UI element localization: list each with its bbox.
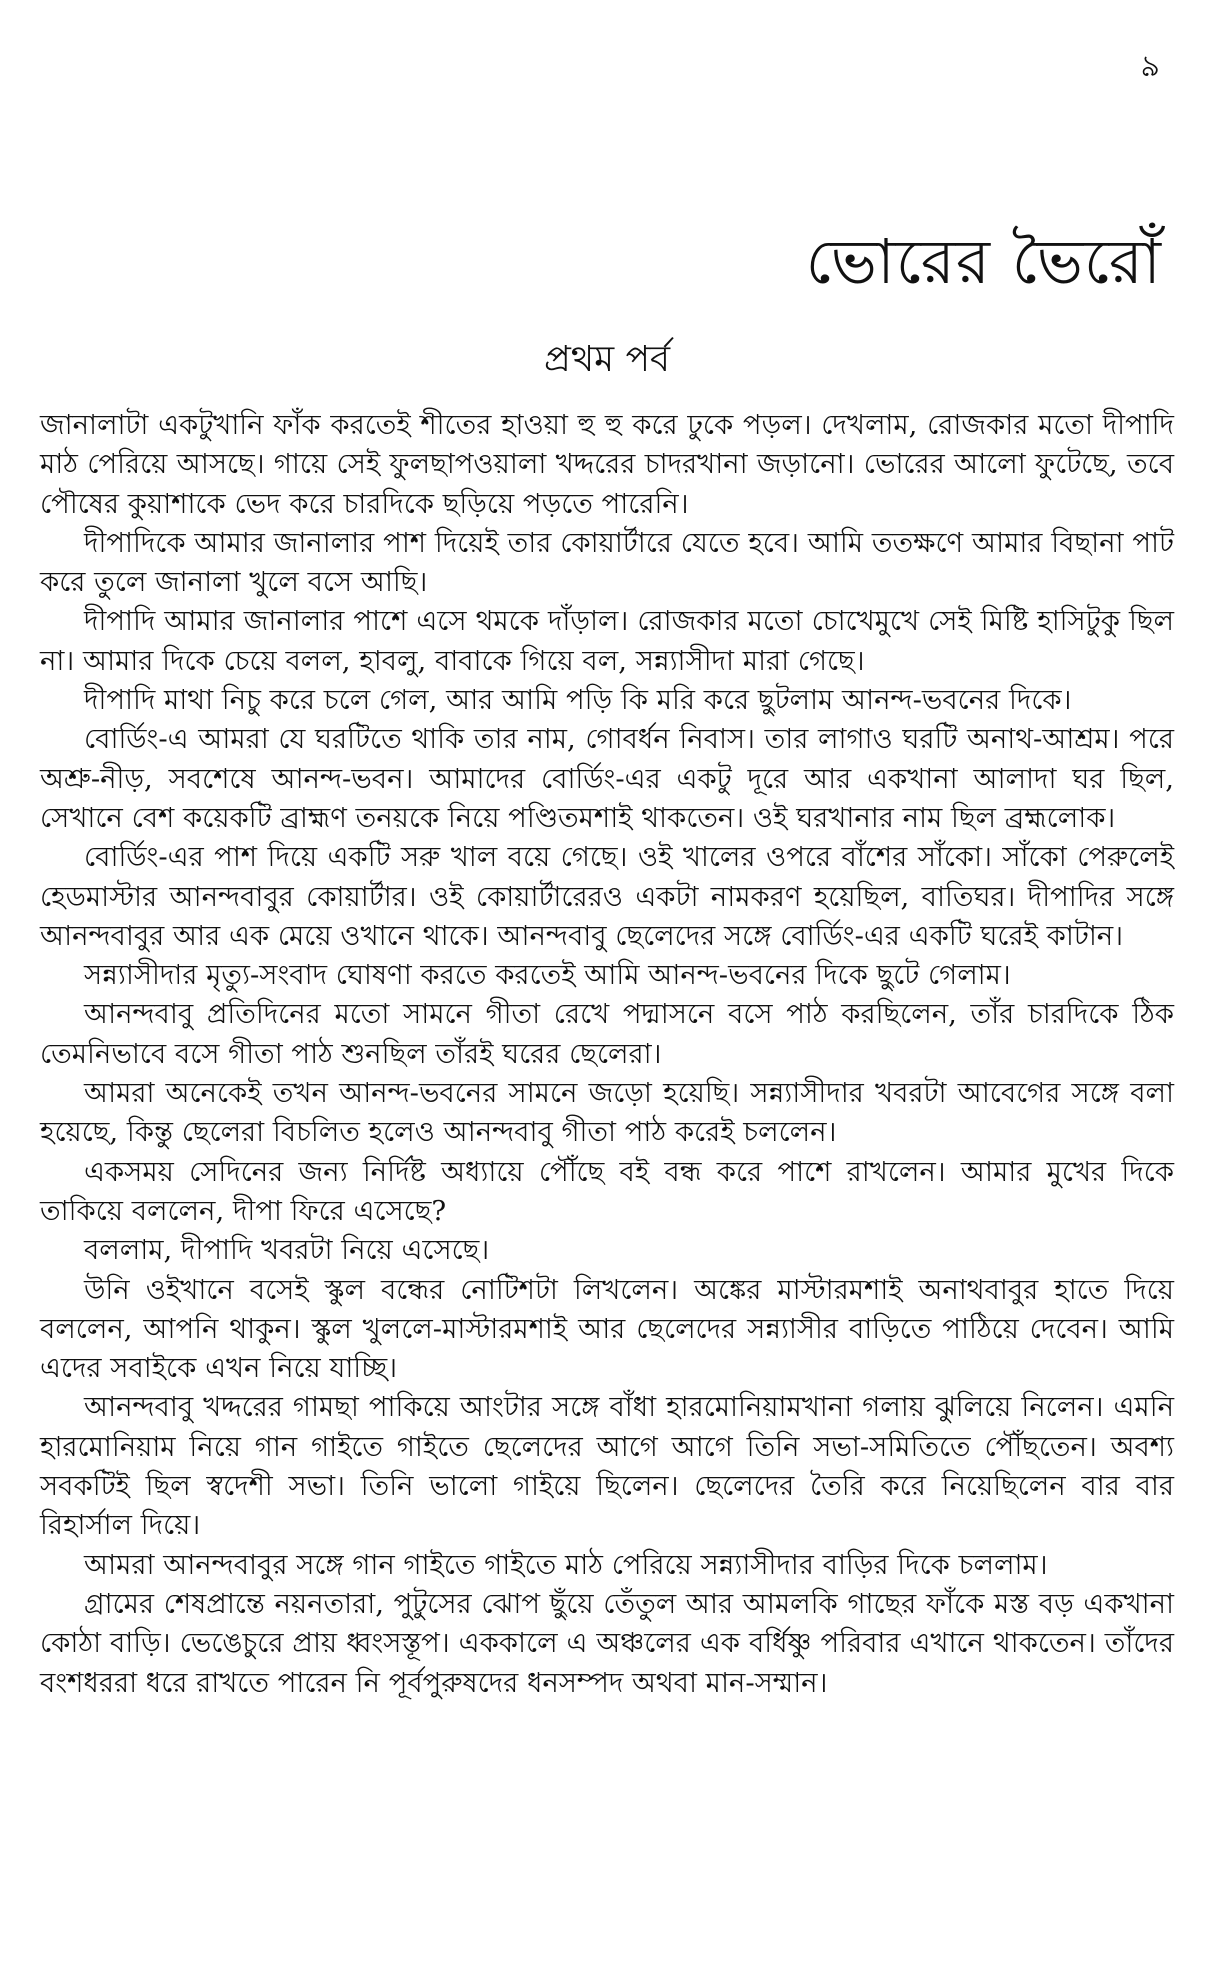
paragraph-10: একসময় সেদিনের জন্য নির্দিষ্ট অধ্যায়ে পৌঁছে বই বন্ধ করে পাশে রাখলেন। আমার মুখের দিকে তাকিয়ে বললেন, দীপা ফিরে এসেছে? — [40, 1155, 1174, 1227]
paragraph-2: দীপাদিকে আমার জানালার পাশ দিয়েই তার কোয়ার্টারে যেতে হবে। আমি ততক্ষণে আমার বিছানা পাট করে তুলে জানালা খুলে বসে আছি। — [40, 526, 1174, 599]
paragraph-7: সন্ন্যাসীদার মৃত্যু-সংবাদ ঘোষণা করতে করতেই আমি আনন্দ-ভবনের দিকে ছুটে গেলাম। — [84, 959, 1011, 992]
paragraph-5: বোর্ডিং-এ আমরা যে ঘরটিতে থাকি তার নাম, গোবর্ধন নিবাস। তার লাগাও ঘরটি অনাথ-আশ্রম। পরে অশ্রু-নীড়, সবশেষে আনন্দ-ভবন। আমাদের বোর্ডিং-এর একটু দূরে আর একখানা আলাদা ঘর ছিল, সেখানে বেশ কয়েকটি ব্রাহ্মণ তনয়কে নিয়ে পণ্ডিতমশাই থাকতেন। ওই ঘরখানার নাম ছিল ব্রহ্মলোক। — [40, 723, 1174, 834]
body-text — [40, 406, 1174, 1703]
section-title: প্রথম পর্ব — [543, 339, 671, 380]
paragraph-6: বোর্ডিং-এর পাশ দিয়ে একটি সরু খাল বয়ে গেছে। ওই খালের ওপরে বাঁশের সাঁকো। সাঁকো পেরুলেই হেডমাস্টার আনন্দবাবুর কোয়ার্টার। ওই কোয়ার্টারেরও একটা নামকরণ হয়েছিল, বাতিঘর। দীপাদির সঙ্গে আনন্দবাবুর আর এক মেয়ে ওখানে থাকে। আনন্দবাবু ছেলেদের সঙ্গে বোর্ডিং-এর একটি ঘরেই কাটান। — [40, 841, 1174, 952]
paragraph-1: জানালাটা একটুখানি ফাঁক করতেই শীতের হাওয়া হু হু করে ঢুকে পড়ল। দেখলাম, রোজকার মতো দীপাদি মাঠ পেরিয়ে আসছে। গায়ে সেই ফুলছাপওয়ালা খদ্দরের চাদরখানা জড়ানো। ভোরের আলো ফুটেছে, তবে পৌষের কুয়াশাকে ভেদ করে চারদিকে ছড়িয়ে পড়তে পারেনি। — [40, 409, 1174, 520]
chapter-title: ভোরের ভৈরোঁ — [805, 225, 1162, 298]
paragraph-12: উনি ওইখানে বসেই স্কুল বন্ধের নোটিশটা লিখলেন। অঙ্কের মাস্টারমশাই অনাথবাবুর হাতে দিয়ে বললেন, আপনি থাকুন। স্কুল খুললে-মাস্টারমশাই আর ছেলেদের সন্ন্যাসীর বাড়িতে পাঠিয়ে দেবেন। আমি এদের সবাইকে এখন নিয়ে যাচ্ছি। — [40, 1273, 1174, 1385]
paragraph-4: দীপাদি মাথা নিচু করে চলে গেল, আর আমি পড়ি কি মরি করে ছুটলাম আনন্দ-ভবনের দিকে। — [84, 684, 1072, 717]
paragraph-15: গ্রামের শেষপ্রান্তে নয়নতারা, পুটুসের ঝোপ ছুঁয়ে তেঁতুল আর আমলকি গাছের ফাঁকে মস্ত বড় একখানা কোঠা বাড়ি। ভেঙেচুরে প্রায় ধ্বংসস্তূপ। এককালে এ অঞ্চলের এক বর্ধিষ্ণু পরিবার এখানে থাকতেন। তাঁদের বংশধররা ধরে রাখতে পারেন নি পূর্বপুরুষদের ধনসম্পদ অথবা মান-সম্মান। — [40, 1587, 1174, 1699]
paragraph-11: বললাম, দীপাদি খবরটা নিয়ে এসেছে। — [84, 1234, 490, 1267]
paragraph-14: আমরা আনন্দবাবুর সঙ্গে গান গাইতে গাইতে মাঠ পেরিয়ে সন্ন্যাসীদার বাড়ির দিকে চললাম। — [84, 1548, 1048, 1581]
paragraph-13: আনন্দবাবু খদ্দরের গামছা পাকিয়ে আংটার সঙ্গে বাঁধা হারমোনিয়ামখানা গলায় ঝুলিয়ে নিলেন। এমনি হারমোনিয়াম নিয়ে গান গাইতে গাইতে ছেলেদের আগে আগে তিনি সভা-সমিতিতে পৌঁছতেন। অবশ্য সবকটিই ছিল স্বদেশী সভা। তিনি ভালো গাইয়ে ছিলেন। ছেলেদের তৈরি করে নিয়েছিলেন বার বার রিহার্সাল দিয়ে। — [40, 1391, 1174, 1542]
paragraph-3: দীপাদি আমার জানালার পাশে এসে থমকে দাঁড়াল। রোজকার মতো চোখেমুখে সেই মিষ্টি হাসিটুকু ছিল না। আমার দিকে চেয়ে বলল, হাবলু, বাবাকে গিয়ে বল, সন্ন্যাসীদা মারা গেছে। — [40, 605, 1174, 677]
paragraph-9: আমরা অনেকেই তখন আনন্দ-ভবনের সামনে জড়ো হয়েছি। সন্ন্যাসীদার খবরটা আবেগের সঙ্গে বলা হয়েছে, কিন্তু ছেলেরা বিচলিত হলেও আনন্দবাবু গীতা পাঠ করেই চললেন। — [40, 1077, 1174, 1149]
paragraph-8: আনন্দবাবু প্রতিদিনের মতো সামনে গীতা রেখে পদ্মাসনে বসে পাঠ করছিলেন, তাঁর চারদিকে ঠিক তেমনিভাবে বসে গীতা পাঠ শুনছিল তাঁরই ঘরের ছেলেরা। — [40, 998, 1174, 1070]
page-number: ৯ — [1140, 49, 1160, 84]
